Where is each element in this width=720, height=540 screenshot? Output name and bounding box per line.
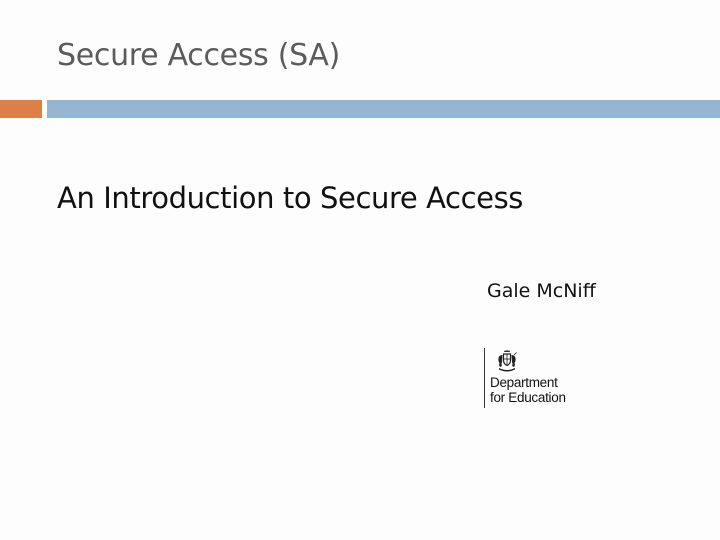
accent-bar-orange xyxy=(0,100,42,118)
logo-line-for-education: for Education xyxy=(490,390,566,405)
logo-line-department: Department xyxy=(490,375,558,390)
dfe-logo xyxy=(484,348,594,410)
royal-coat-of-arms-icon xyxy=(494,348,520,374)
slide-title: Secure Access (SA) xyxy=(57,38,341,73)
slide-subtitle: An Introduction to Secure Access xyxy=(57,181,523,215)
logo-text xyxy=(490,375,566,405)
author-name: Gale McNiff xyxy=(487,280,596,302)
accent-bar-blue xyxy=(47,100,720,118)
logo-divider xyxy=(484,348,485,408)
